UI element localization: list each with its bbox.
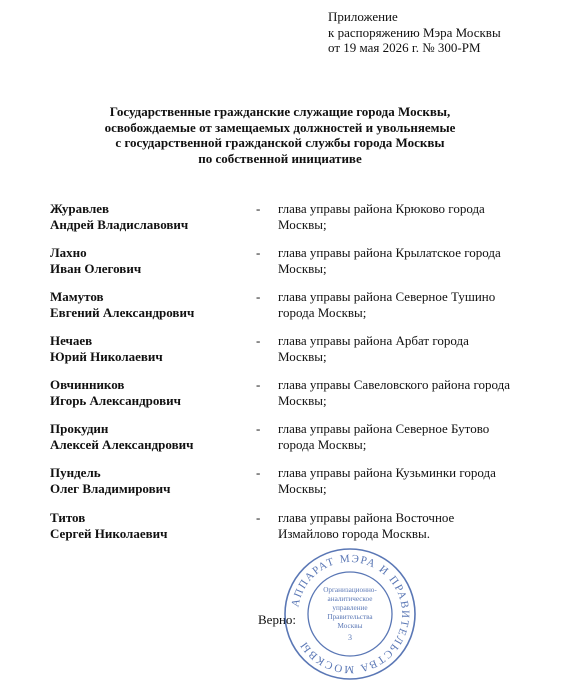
employee-surname: Овчинников: [50, 377, 125, 392]
employee-surname: Лахно: [50, 245, 87, 260]
position-line: Москвы;: [278, 216, 327, 232]
list-item: [50, 465, 530, 499]
employee-surname: Прокудин: [50, 421, 109, 436]
employee-surname: Пундель: [50, 465, 101, 480]
employee-given-names: Алексей Александрович: [50, 436, 194, 452]
stamp-center-line: аналитическое: [327, 595, 373, 603]
stamp-number: 3: [348, 633, 352, 642]
employee-given-names: Юрий Николаевич: [50, 348, 163, 364]
list-dash: -: [256, 421, 261, 436]
list-dash: -: [256, 201, 261, 216]
list-dash: -: [256, 289, 261, 304]
header-appendix: Приложение: [328, 9, 398, 24]
title-line: с государственной гражданской службы города Москвы: [115, 135, 445, 150]
employee-given-names: Игорь Александрович: [50, 392, 181, 408]
position-line: глава управы района Восточное: [278, 510, 455, 525]
title-line: освобождаемые от замещаемых должностей и увольняемые: [104, 119, 456, 135]
list-dash: -: [256, 465, 261, 480]
employee-name: [50, 510, 167, 541]
employee-name: [50, 333, 163, 364]
title-line: по собственной инициативе: [198, 150, 362, 166]
position-line: глава управы района Северное Бутово: [278, 421, 490, 436]
employee-position: [278, 377, 529, 408]
title-line: Государственные гражданские служащие города Москвы,: [109, 104, 451, 119]
position-line: Москвы;: [278, 260, 327, 276]
position-line: Москвы;: [278, 392, 327, 408]
position-line: глава управы района Крылатское города: [278, 245, 501, 260]
position-line: Измайлово города Москвы.: [278, 525, 431, 541]
list-item: [50, 377, 530, 411]
employee-surname: Нечаев: [50, 333, 93, 348]
list-dash: -: [256, 245, 261, 260]
list-dash: -: [256, 377, 261, 392]
stamp-center-line: Правительства: [327, 613, 373, 621]
position-line: глава управы района Крюково города: [278, 201, 485, 216]
header-order-date: от 19 мая 2026 г. № 300-РМ: [328, 40, 481, 55]
employee-name: [50, 377, 181, 408]
employee-position: [278, 333, 529, 364]
employee-position: [278, 465, 529, 496]
list-dash: -: [256, 333, 261, 348]
employee-surname: Титов: [50, 510, 86, 525]
official-stamp: [283, 547, 417, 681]
position-line: глава управы района Северное Тушино: [278, 289, 496, 304]
verno-label: Верно:: [258, 612, 297, 627]
header-order-ref: к распоряжению Мэра Москвы: [328, 24, 501, 40]
stamp-center-line: управление: [332, 604, 368, 612]
employee-given-names: Андрей Владиславович: [50, 216, 189, 232]
list-item: [50, 333, 530, 367]
employee-given-names: Иван Олегович: [50, 260, 142, 276]
list-item: [50, 289, 530, 323]
employee-position: [278, 510, 529, 541]
position-line: Москвы;: [278, 480, 327, 496]
list-dash: -: [256, 510, 261, 525]
employee-name: [50, 201, 188, 232]
position-line: глава управы района Арбат города: [278, 333, 469, 348]
employee-position: [278, 421, 529, 452]
list-item: [50, 201, 530, 235]
position-line: глава управы района Кузьминки города: [278, 465, 496, 480]
employee-name: [50, 289, 194, 320]
employee-name: [50, 245, 141, 276]
employee-surname: Журавлев: [50, 201, 110, 216]
stamp-center-line: Организационно-: [323, 586, 377, 594]
stamp-ring-text: АППАРАТ МЭРА И ПРАВИТЕЛЬСТВА МОСКВЫ: [289, 552, 412, 676]
employee-given-names: Сергей Николаевич: [50, 525, 168, 541]
employee-given-names: Олег Владимирович: [50, 480, 171, 496]
list-item: [50, 421, 530, 455]
position-line: города Москвы;: [278, 304, 367, 320]
employee-name: [50, 421, 193, 452]
employee-given-names: Евгений Александрович: [50, 304, 195, 320]
document-header: [328, 9, 501, 56]
list-item: [50, 245, 530, 279]
position-line: глава управы Савеловского района города: [278, 377, 510, 392]
employee-position: [278, 289, 529, 320]
list-item: [50, 510, 530, 544]
stamp-center-line: Москвы: [337, 622, 363, 630]
employee-surname: Мамутов: [50, 289, 104, 304]
document-title: [60, 104, 500, 166]
position-line: города Москвы;: [278, 436, 367, 452]
employee-name: [50, 465, 170, 496]
position-line: Москвы;: [278, 348, 327, 364]
employee-position: [278, 245, 529, 276]
employee-position: [278, 201, 529, 232]
